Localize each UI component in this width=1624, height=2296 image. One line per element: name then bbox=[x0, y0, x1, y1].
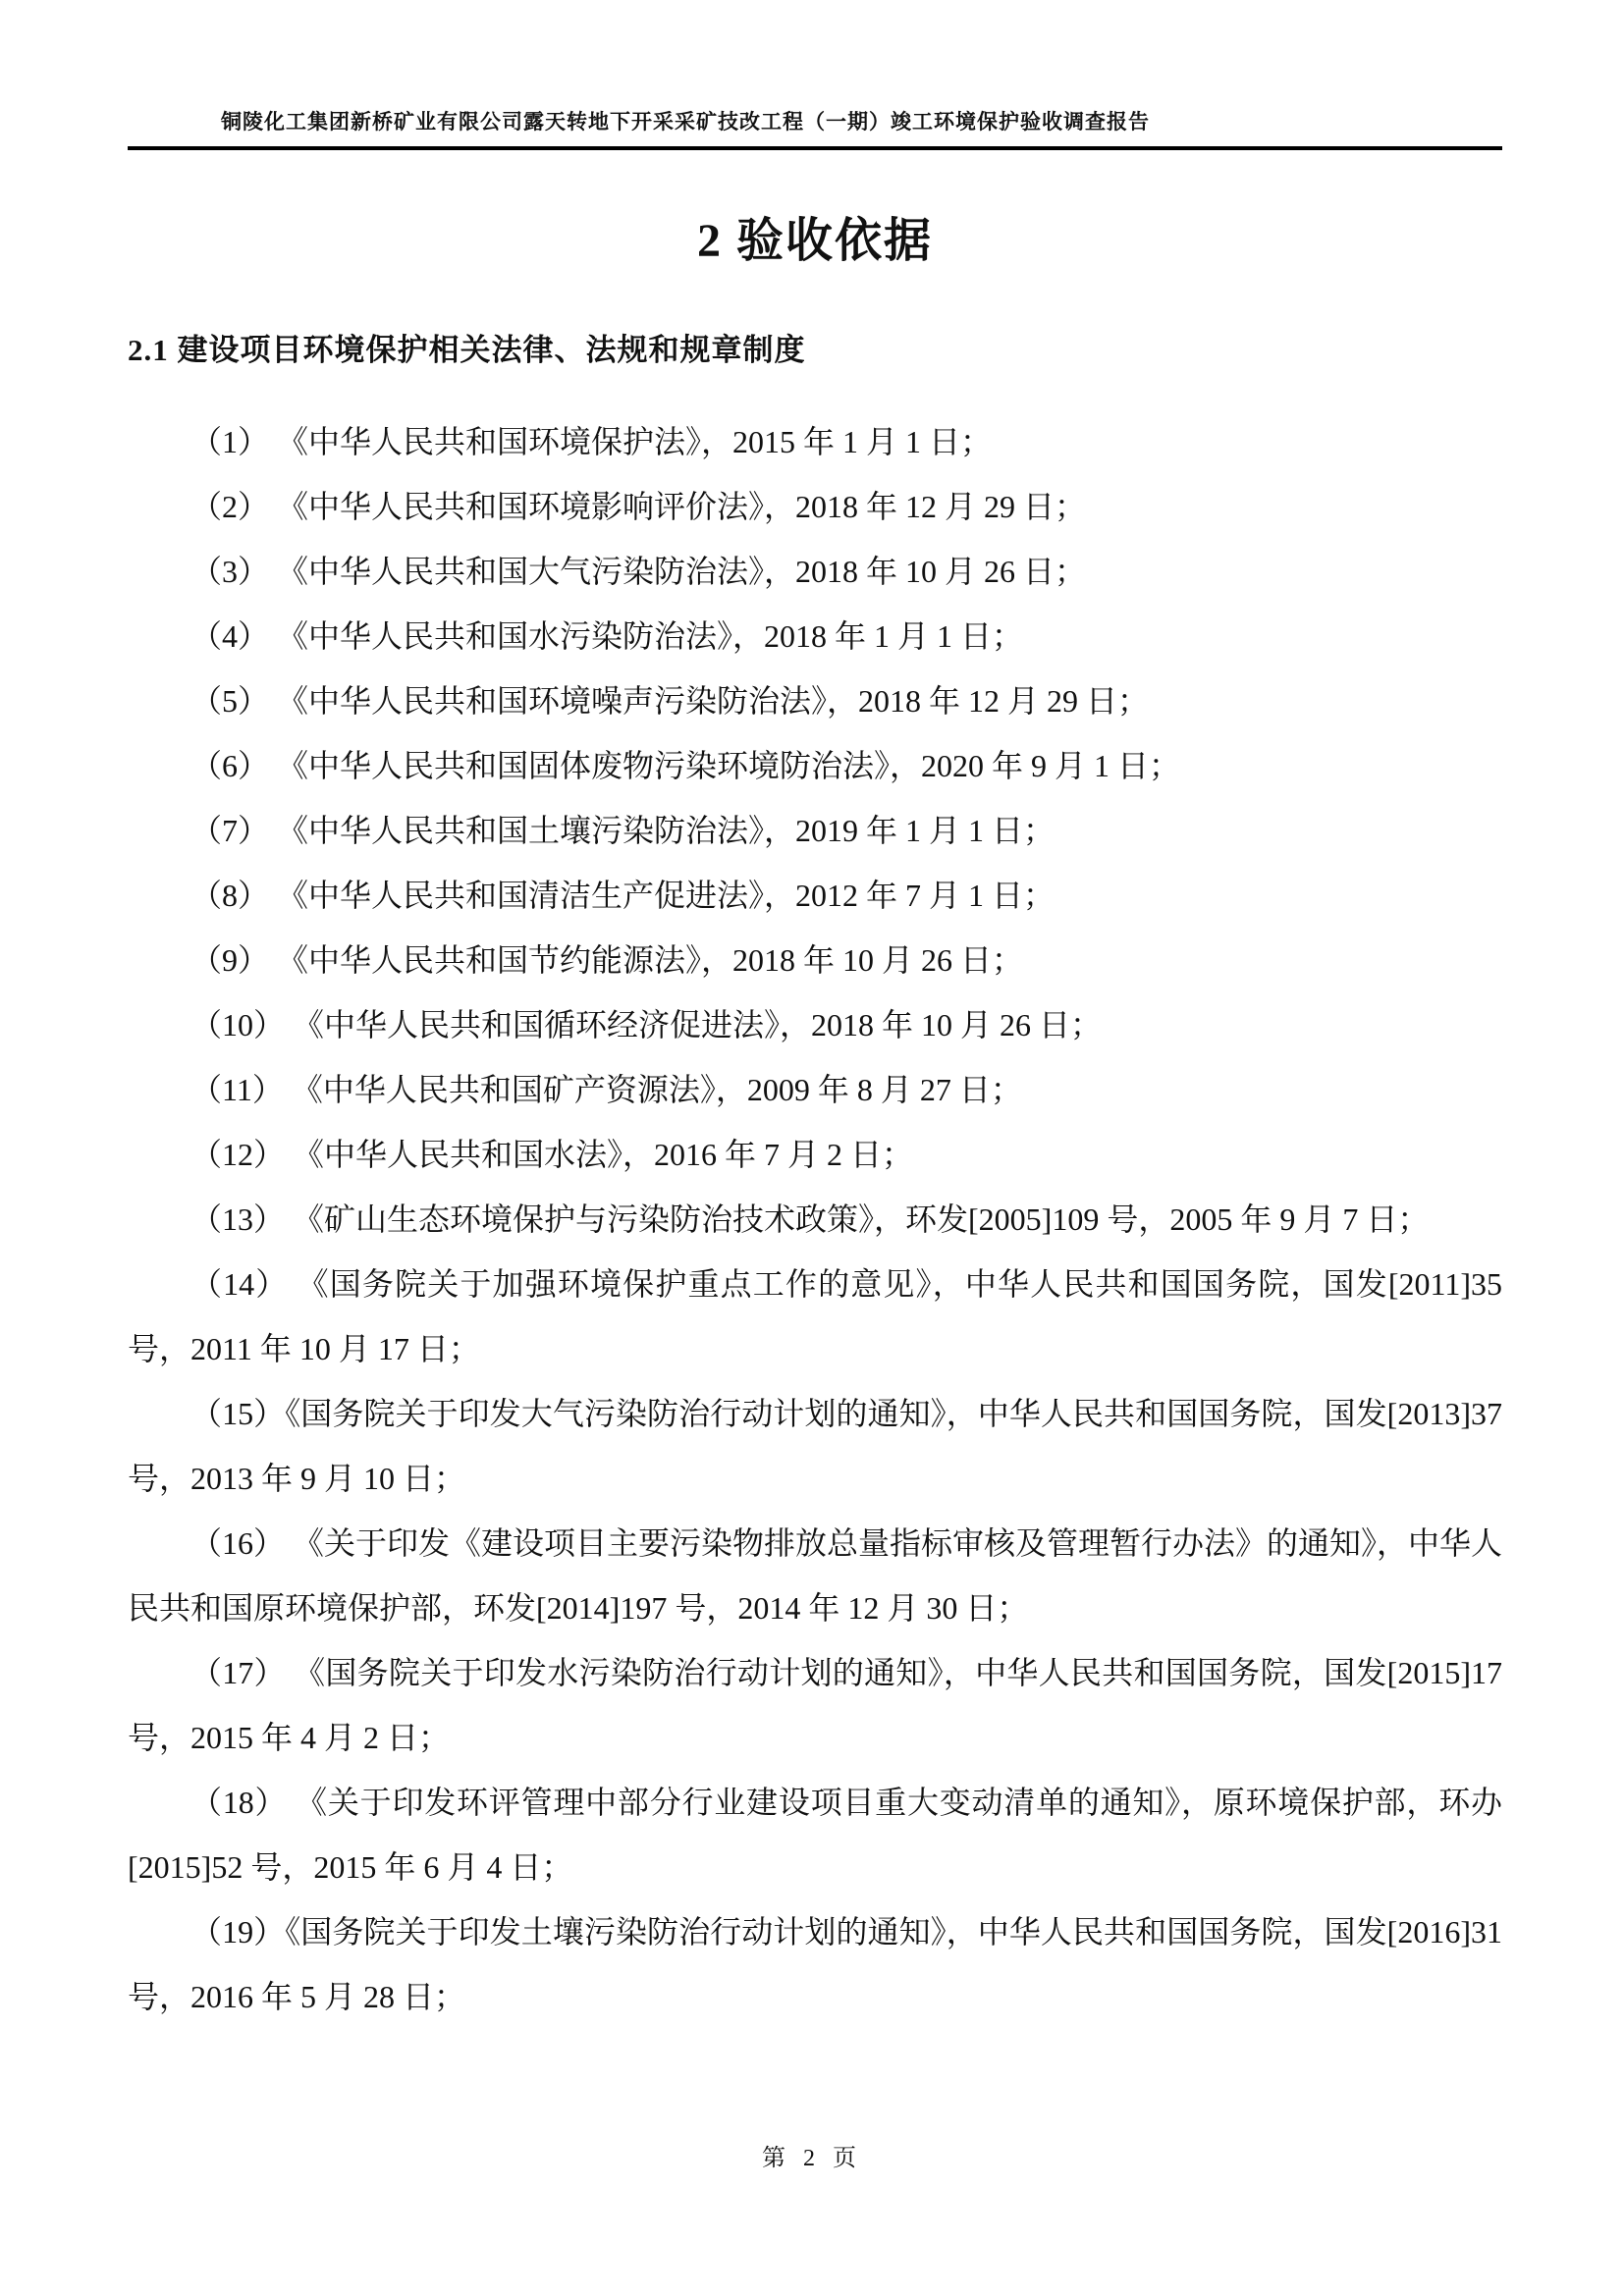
list-item: （9） 《中华人民共和国节约能源法》，2018 年 10 月 26 日； bbox=[190, 942, 1024, 978]
chapter-title: 2 验收依据 bbox=[696, 215, 933, 267]
list-item: （18） 《关于印发环评管理中部分行业建设项目重大变动清单的通知》，原环境保护部，环办[2015]52 号，2015 年 6 月 4 日； bbox=[128, 1785, 1502, 1885]
list-item: （2） 《中华人民共和国环境影响评价法》，2018 年 12 月 29 日； bbox=[190, 489, 1087, 524]
list-item: （8） 《中华人民共和国清洁生产促进法》，2012 年 7 月 1 日； bbox=[190, 878, 1056, 913]
list-item: （3） 《中华人民共和国大气污染防治法》，2018 年 10 月 26 日； bbox=[190, 554, 1087, 589]
list-item: （17） 《国务院关于印发水污染防治行动计划的通知》，中华人民共和国国务院，国发[2015]17 号，2015 年 4 月 2 日； bbox=[128, 1655, 1502, 1755]
law-list bbox=[128, 409, 1502, 2029]
list-item: （4） 《中华人民共和国水污染防治法》，2018 年 1 月 1 日； bbox=[190, 618, 1024, 654]
header-rule bbox=[128, 146, 1502, 150]
list-item: （16） 《关于印发《建设项目主要污染物排放总量指标审核及管理暂行办法》的通知》，中华人民共和国原环境保护部，环发[2014]197 号，2014 年 12 月 30 日； bbox=[128, 1525, 1503, 1626]
running-header: 铜陵化工集团新桥矿业有限公司露天转地下开采采矿技改工程（一期）竣工环境保护验收调查报告 bbox=[221, 110, 1150, 133]
section-heading: 2.1 建设项目环境保护相关法律、法规和规章制度 bbox=[128, 333, 806, 367]
list-item: （19）《国务院关于印发土壤污染防治行动计划的通知》，中华人民共和国国务院，国发[2016]31 号，2016 年 5 月 28 日； bbox=[128, 1914, 1502, 2014]
list-item: （6） 《中华人民共和国固体废物污染环境防治法》，2020 年 9 月 1 日； bbox=[190, 748, 1181, 783]
list-item: （12） 《中华人民共和国水法》，2016 年 7 月 2 日； bbox=[190, 1137, 914, 1172]
page-number: 第 2 页 bbox=[762, 2146, 862, 2171]
list-item: （7） 《中华人民共和国土壤污染防治法》，2019 年 1 月 1 日； bbox=[190, 813, 1056, 848]
list-item: （15）《国务院关于印发大气污染防治行动计划的通知》，中华人民共和国国务院，国发[2013]37 号，2013 年 9 月 10 日； bbox=[128, 1396, 1502, 1496]
list-item: （10） 《中华人民共和国循环经济促进法》，2018 年 10 月 26 日； bbox=[190, 1007, 1103, 1042]
list-item: （11） 《中华人民共和国矿产资源法》，2009 年 8 月 27 日； bbox=[190, 1072, 1022, 1107]
list-item: （14） 《国务院关于加强环境保护重点工作的意见》，中华人民共和国国务院，国发[2011]35 号，2011 年 10 月 17 日； bbox=[128, 1266, 1502, 1366]
list-item: （5） 《中华人民共和国环境噪声污染防治法》，2018 年 12 月 29 日； bbox=[190, 683, 1150, 719]
list-item: （1） 《中华人民共和国环境保护法》，2015 年 1 月 1 日； bbox=[190, 424, 993, 459]
list-item: （13） 《矿山生态环境保护与污染防治技术政策》，环发[2005]109 号，2005 年 9 月 7 日； bbox=[190, 1201, 1430, 1237]
